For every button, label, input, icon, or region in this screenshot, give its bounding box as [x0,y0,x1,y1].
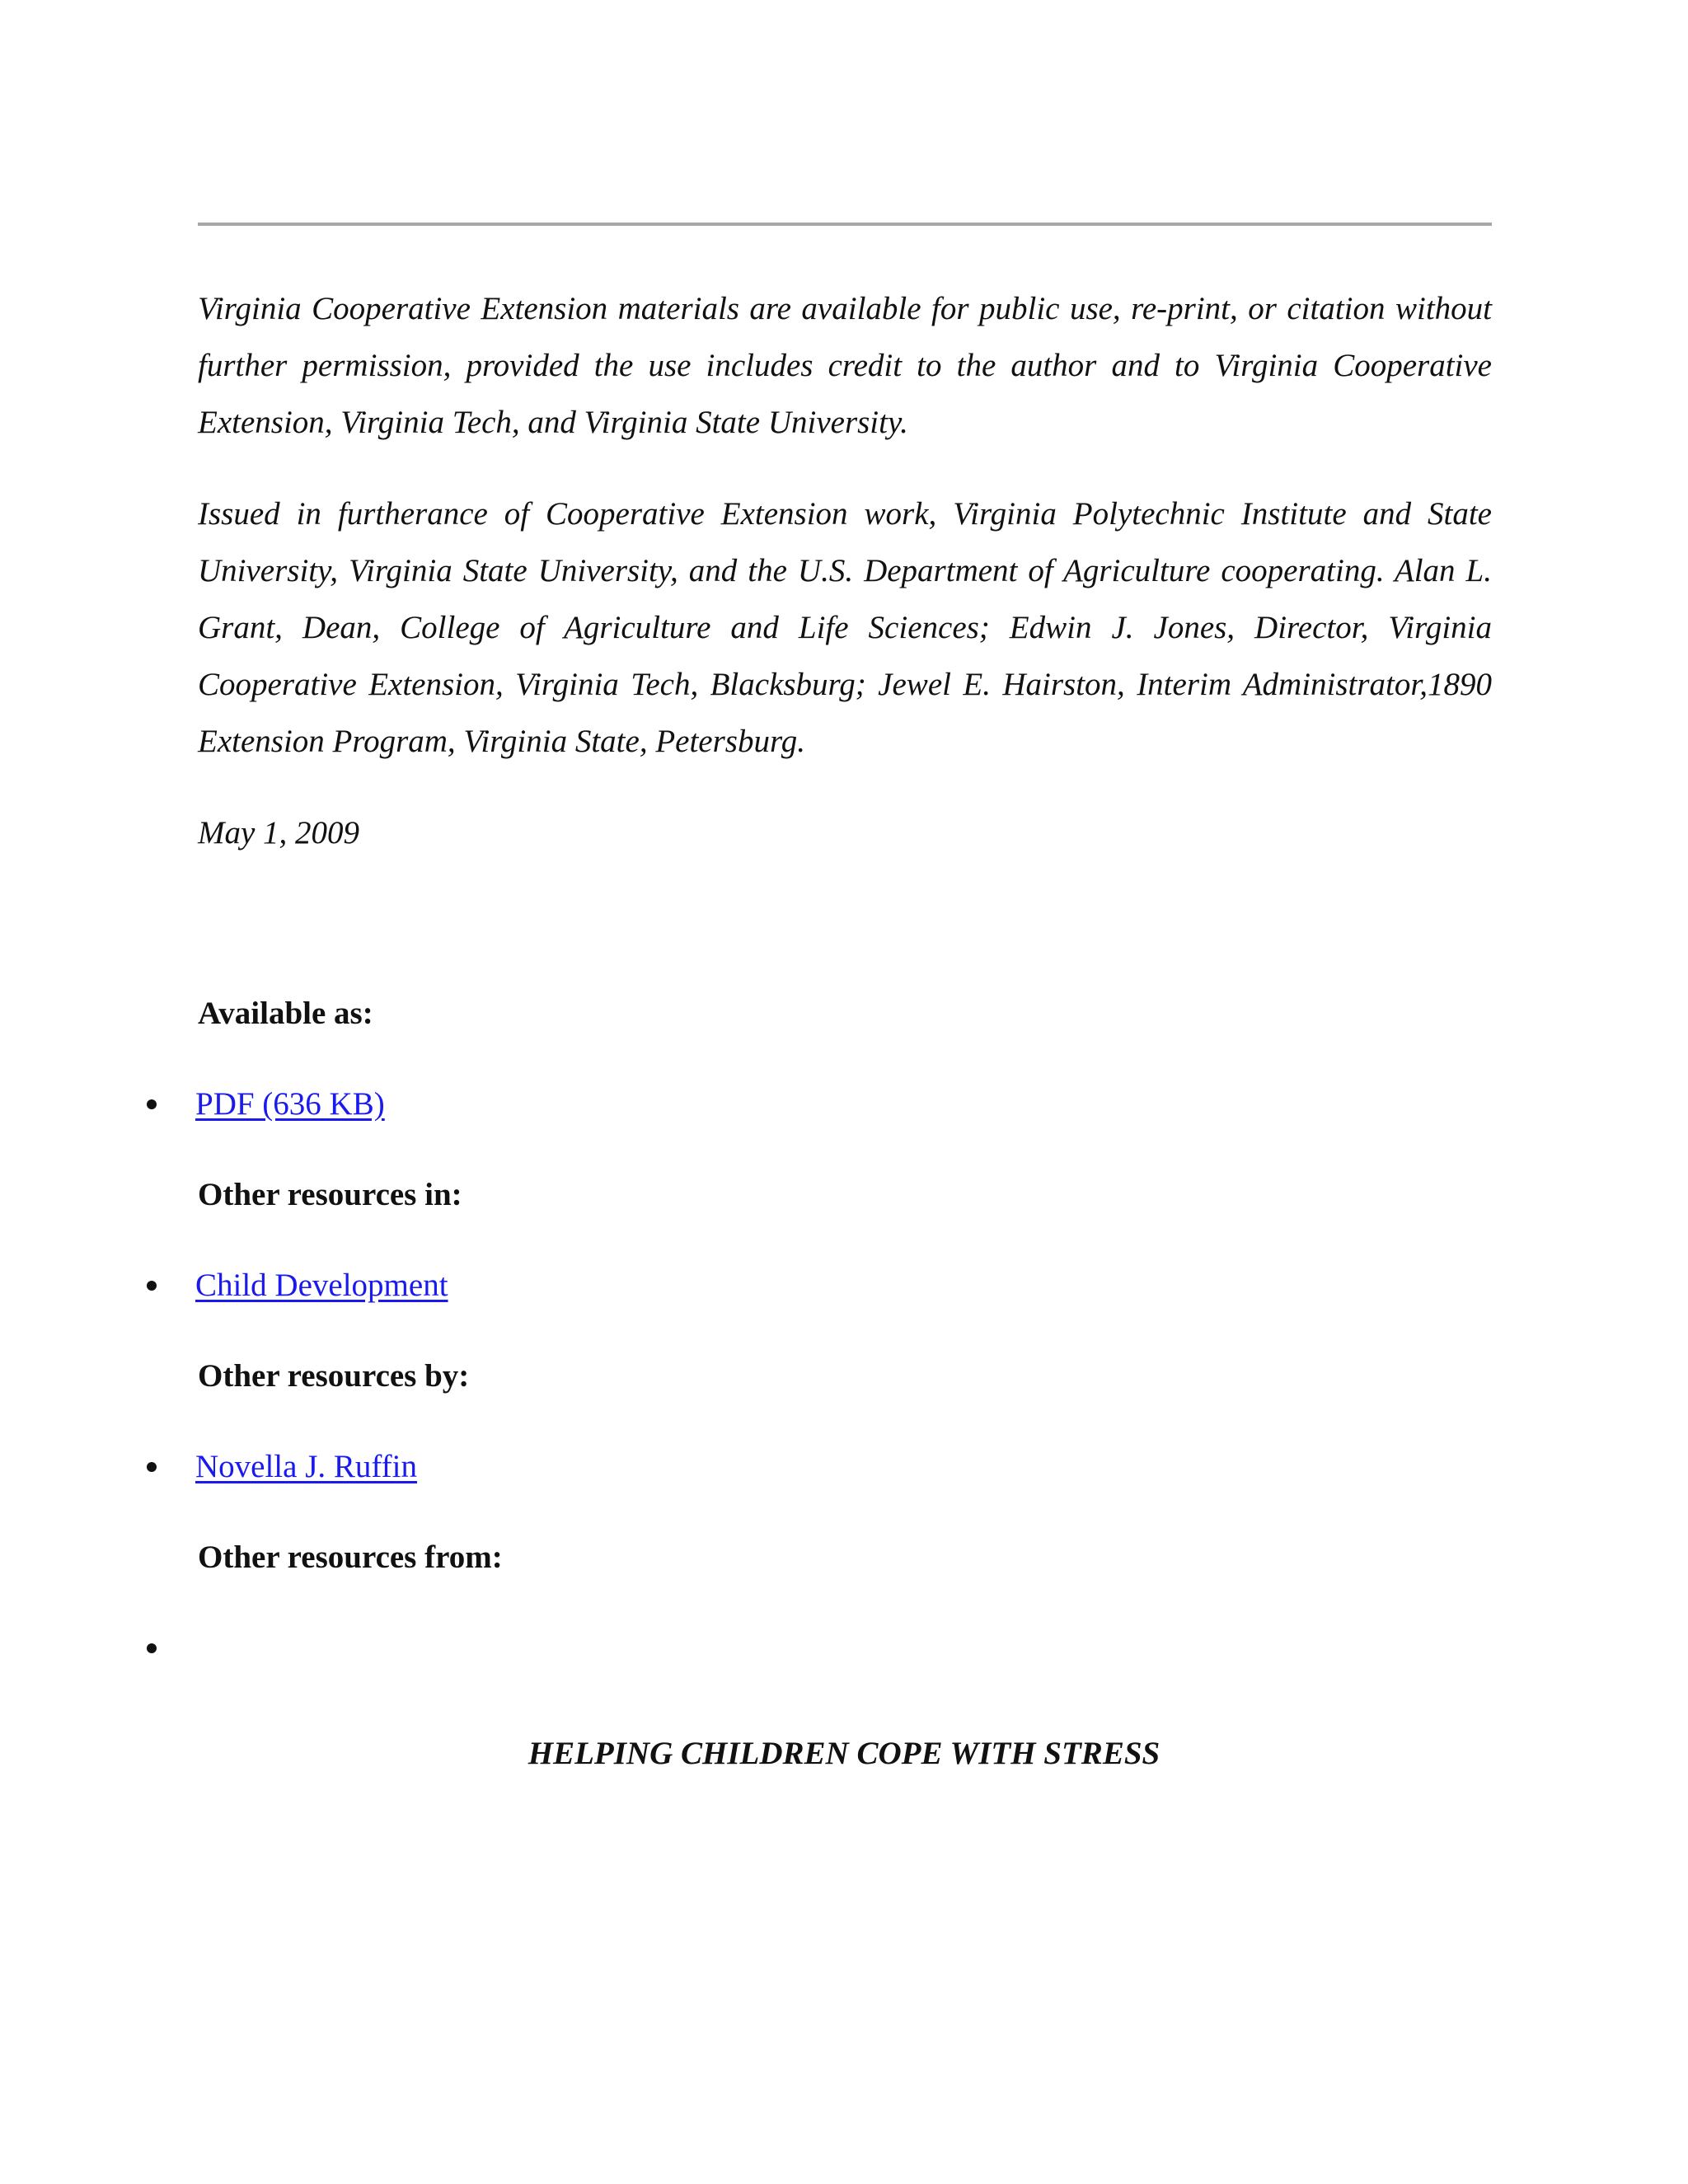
bullet-icon [147,1099,157,1109]
document-title: HELPING CHILDREN COPE WITH STRESS [528,1736,1160,1771]
other-resources-by-heading: Other resources by: [198,1358,470,1394]
list-item [147,1442,417,1492]
list-item [147,1080,385,1129]
list-item [147,1624,195,1673]
child-development-link[interactable]: Child Development [195,1268,448,1303]
bullet-icon [147,1281,157,1291]
horizontal-rule [198,223,1492,226]
pdf-download-link[interactable]: PDF (636 KB) [195,1086,385,1122]
issued-paragraph: Issued in furtherance of Cooperative Extension work, Virginia Polytechnic Institute and State University, Virginia State University, and the U.S. Department of Agriculture cooperating. Alan L. Grant, Dean, College of Agriculture and Life Sciences; Edwin J. Jones, Director, Virginia Cooperative Extension, Virginia Tech, Blacksburg; Jewel E. Hairston, Interim Administrator,1890 Extension Program, Virginia State, Petersburg. [198,496,1492,759]
bullet-icon [147,1462,157,1472]
notice-paragraph: Virginia Cooperative Extension materials are available for public use, re-print, or citation without further permission, provided the use includes credit to the author and to Virginia Cooperative Extension, Virginia Tech, and Virginia State University. [198,291,1492,440]
author-link[interactable]: Novella J. Ruffin [195,1449,418,1484]
list-item [147,1261,448,1310]
other-resources-from-heading: Other resources from: [198,1540,503,1575]
other-resources-in-heading: Other resources in: [198,1177,462,1212]
publication-date: May 1, 2009 [198,815,360,851]
bullet-icon [147,1643,157,1653]
available-as-heading: Available as: [198,996,373,1031]
